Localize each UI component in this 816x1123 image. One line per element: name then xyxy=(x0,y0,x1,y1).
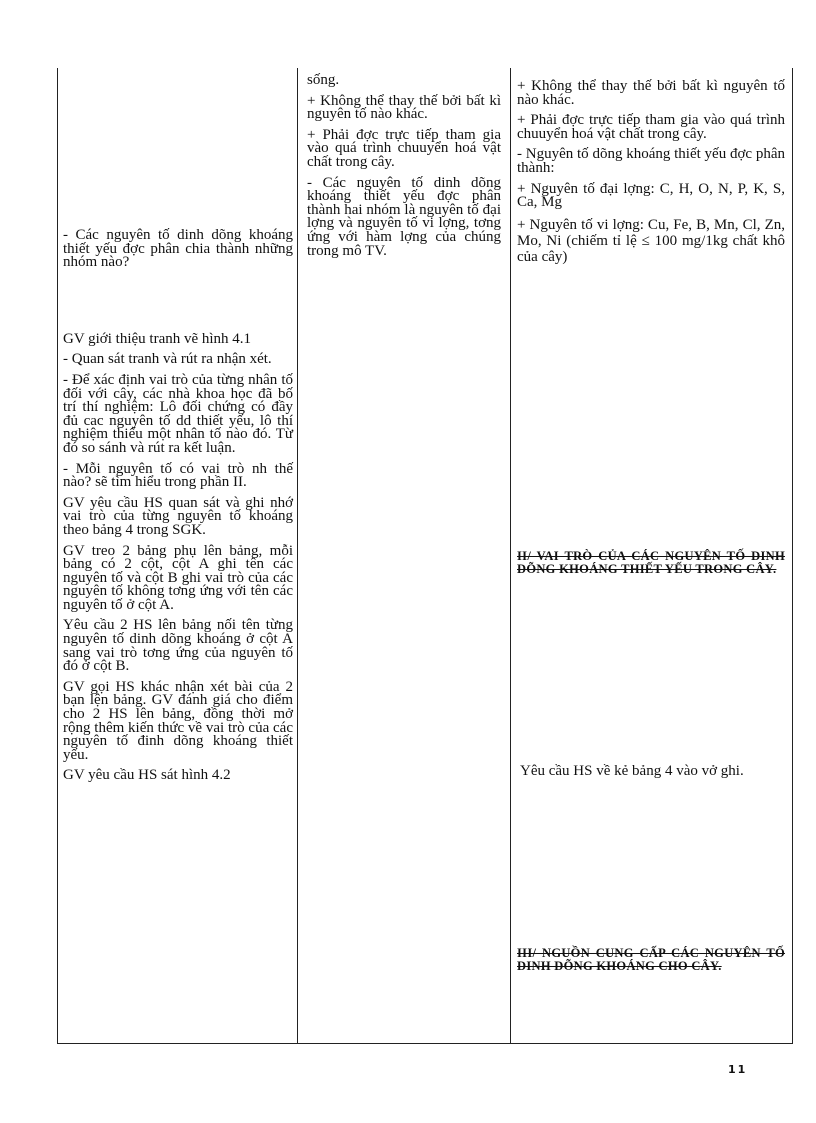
paragraph: + Không thể thay thế bởi bất kì nguyên tố nào khác. xyxy=(307,92,501,123)
paragraph: + Nguyên tố vi lợng: Cu, Fe, B, Mn, Cl, Zn, Mo, Ni (chiếm tỉ lệ ≤ 100 mg/1kg chất khô của cây) xyxy=(517,216,785,265)
section-heading-3: III/ NGUỒN CUNG CẤP CÁC NGUYÊN TỐ DINH DÕNG KHOÁNG CHO CÂY. xyxy=(517,946,785,973)
paragraph: + Phải đợc trực tiếp tham gia vào quá trình chuuyển hoá vật chất trong cây. xyxy=(307,126,501,170)
paragraph: Yêu cầu 2 HS lên bảng nối tên từng nguyên tố dinh dõng khoáng ở cột A sang vai trò tơng ứng của nguyên tố đó ở cột B. xyxy=(63,617,293,675)
paragraph: GV treo 2 bảng phụ lên bảng, mỗi bảng có 2 cột, cột A ghi tên các nguyên tố và cột B ghi vai trò của các nguyên tố không tơng ứng với tên các nguyên tố ở cột A. xyxy=(63,542,293,613)
section-heading-2: II/ VAI TRÒ CỦA CÁC NGUYÊN TỐ DINH DÕNG KHOÁNG THIẾT YẾU TRONG CÂY. xyxy=(517,549,785,576)
table-border-col1 xyxy=(297,68,298,1044)
paragraph: sống. xyxy=(307,72,340,88)
paragraph: GV yêu cầu HS quan sát và ghi nhớ vai trò của từng nguyên tố khoáng theo bảng 4 trong SGK. xyxy=(63,494,293,538)
homework-note: Yêu cầu HS về kẻ bảng 4 vào vở ghi. xyxy=(520,763,744,779)
paragraph: GV yêu cầu HS sát hình 4.2 xyxy=(63,767,231,784)
table-border-bottom xyxy=(57,1043,793,1044)
paragraph: - Quan sát tranh và rút ra nhận xét. xyxy=(63,351,272,368)
paragraph: - Để xác định vai trò của từng nhân tố đối với cây, các nhà khoa học đã bố trí thí nghiệm: Lô đối chứng có đầy đủ cac nguyên tố dd thiết yếu, lô thí nghiệm thiếu một nhân tố nào đó. Từ đó so sánh và rút ra kết luận. xyxy=(63,371,293,456)
paragraph: + Nguyên tố đại lợng: C, H, O, N, P, K, S, Ca, Mg xyxy=(517,180,785,211)
paragraph: + Không thể thay thế bởi bất kì nguyên tố nào khác. xyxy=(517,78,785,108)
question-text: - Các nguyên tố dinh dõng khoáng thiết yếu đợc phân chia thành những nhóm nào? xyxy=(63,227,293,271)
column-teacher-activity xyxy=(63,229,293,790)
column-content xyxy=(517,80,785,272)
paragraph: GV gọi HS khác nhận xét bài của 2 bạn lện bảng. GV đánh giá cho điểm cho 2 HS lên bảng, đồng thời mở rộng thêm kiến thức về vai trò của các nguyên tố đinh dõng khoáng thiết yếu. xyxy=(63,678,293,763)
page-number: 11 xyxy=(728,1063,748,1076)
paragraph: - Nguyên tố dõng khoáng thiết yếu đợc phân thành: xyxy=(517,146,785,176)
column-student-activity xyxy=(307,74,501,265)
paragraph: + Phải đợc trực tiếp tham gia vào quá trình chuuyển hoá vật chất trong cây. xyxy=(517,112,785,142)
paragraph: - Mỗi nguyên tố có vai trò nh thế nào? sẽ tìm hiểu trong phần II. xyxy=(63,460,293,491)
table-border-right xyxy=(792,68,793,1044)
table-border-col2 xyxy=(510,68,511,1044)
paragraph: GV giới thiệu tranh vẽ hình 4.1 xyxy=(63,330,252,347)
table-border-left xyxy=(57,68,58,1044)
paragraph: - Các nguyên tố dinh dõng khoáng thiết yếu đợc phân thành hai nhóm là nguyên tố đại lợng và nguyên tố vi lợng, tơng ứng với hàm lợng của chúng trong mô TV. xyxy=(307,174,501,259)
